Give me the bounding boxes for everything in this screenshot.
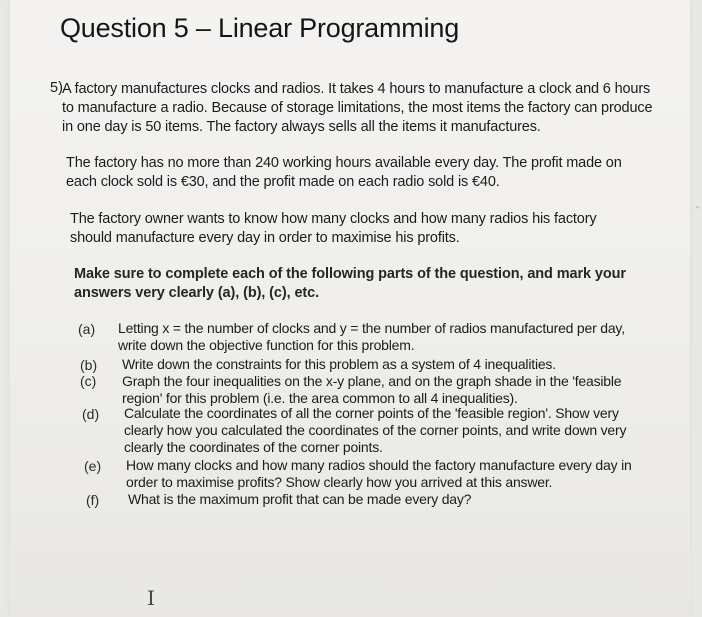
part-label-e: (e) xyxy=(84,458,102,474)
paragraph-intro: A factory manufactures clocks and radios. It takes 4 hours to manufacture a clock and 6 hours to manufacture a radio. Because of storage limitations, the most items the factory can produce in one day is 50 items. The factory always sells all the items it manufactures. xyxy=(62,81,653,135)
part-label-d: (d) xyxy=(82,406,100,422)
part-text-e: How many clocks and how many radios should the factory manufacture every day in order to maximise profits? Show clearly how you arrived at this answer. xyxy=(126,457,632,490)
part-label-c: (c) xyxy=(80,373,97,389)
part-text-f: What is the maximum profit that can be made every day? xyxy=(128,491,472,507)
instruction-text: Make sure to complete each of the following parts of the question, and mark your answers very clearly (a), (b), (c), etc. xyxy=(74,266,626,301)
question-number: 5) xyxy=(50,80,63,96)
document-page xyxy=(10,0,702,617)
part-text-c: Graph the four inequalities on the x-y plane, and on the graph shade in the 'feasible region' for this problem (i.e. the area common to all 4 inequalities). xyxy=(122,373,622,406)
corner-mark-icon: ⌃ xyxy=(693,205,702,217)
part-label-a: (a) xyxy=(78,321,96,337)
part-label-f: (f) xyxy=(86,492,100,508)
part-text-b: Write down the constraints for this problem as a system of 4 inequalities. xyxy=(122,356,556,372)
part-label-b: (b) xyxy=(80,357,98,373)
paragraph-constraints: The factory has no more than 240 working hours available every day. The profit made on each clock sold is €30, and the profit made on each radio sold is €40. xyxy=(66,155,622,190)
text-cursor-icon: I xyxy=(147,586,155,610)
page-title: Question 5 – Linear Programming xyxy=(60,13,460,43)
part-text-d: Calculate the coordinates of all the corner points of the 'feasible region'. Show very clearly how you calculated the coordinates of the corner points, and write down very clearly the coordinates of the corner points. xyxy=(124,405,627,455)
paragraph-goal: The factory owner wants to know how many clocks and how many radios his factory should manufacture every day in order to maximise his profits. xyxy=(70,211,597,246)
part-text-a: Letting x = the number of clocks and y = the number of radios manufactured per day, write down the objective function for this problem. xyxy=(118,320,625,353)
